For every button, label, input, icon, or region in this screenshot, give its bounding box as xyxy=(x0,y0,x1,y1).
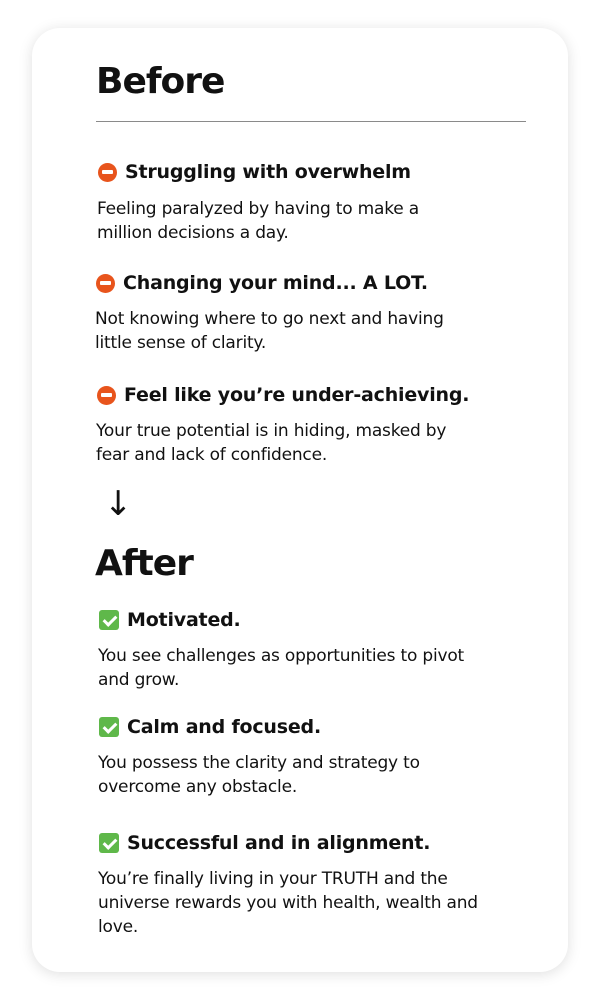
before-item-title-text: Feel like you’re under-achieving. xyxy=(124,384,470,406)
after-item-description: You possess the clarity and strategy to overcome any obstacle. xyxy=(98,753,420,797)
before-item-description: Your true potential is in hiding, masked by fear and lack of confidence. xyxy=(96,421,447,465)
before-item-title xyxy=(97,382,469,408)
after-item-description: You see challenges as opportunities to pivot and grow. xyxy=(98,646,465,690)
before-item-description: Not knowing where to go next and having little sense of clarity. xyxy=(95,309,444,353)
before-item-title-text: Struggling with overwhelm xyxy=(125,161,411,183)
check-mark-button-icon xyxy=(99,833,119,853)
down-arrow-icon: ↓ xyxy=(104,484,133,524)
no-entry-icon xyxy=(98,163,117,182)
after-item-title xyxy=(99,830,430,856)
check-mark-button-icon xyxy=(99,717,119,737)
before-item-title xyxy=(98,159,411,185)
heading-divider xyxy=(96,121,526,122)
no-entry-icon xyxy=(96,274,115,293)
no-entry-icon xyxy=(97,386,116,405)
before-item-title xyxy=(96,270,428,296)
before-item-description: Feeling paralyzed by having to make a million decisions a day. xyxy=(97,199,419,243)
check-mark-button-icon xyxy=(99,610,119,630)
after-item-title xyxy=(99,714,321,740)
after-item-description: You’re finally living in your TRUTH and the universe rewards you with health, wealth and love. xyxy=(98,869,478,937)
before-item-title-text: Changing your mind... A LOT. xyxy=(123,272,428,294)
before-heading: Before xyxy=(96,61,225,102)
after-heading: After xyxy=(95,543,193,584)
after-item-title-text: Calm and focused. xyxy=(127,716,321,738)
after-item-title xyxy=(99,607,241,633)
after-item-title-text: Motivated. xyxy=(127,609,241,631)
after-item-title-text: Successful and in alignment. xyxy=(127,832,431,854)
